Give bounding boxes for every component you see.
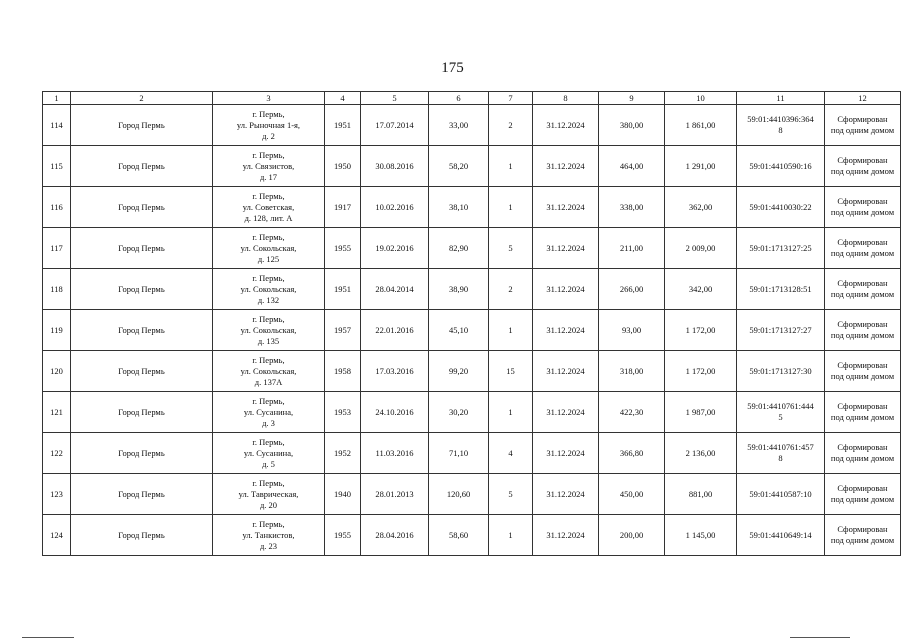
value-col9-cell: 266,00 (599, 269, 665, 310)
cadastral-number-cell (737, 433, 825, 474)
area-cell: 82,90 (429, 228, 489, 269)
value-col10-cell: 1 172,00 (665, 351, 737, 392)
municipality-cell: Город Пермь (71, 351, 213, 392)
address-cell-line: ул. Сусанина, (243, 406, 294, 417)
address-cell-line: г. Пермь, (252, 190, 285, 201)
status-cell-line: Сформирован (837, 237, 888, 247)
table-header (43, 92, 901, 105)
date-cell: 28.01.2013 (361, 474, 429, 515)
area-cell: 33,00 (429, 105, 489, 146)
area-cell: 99,20 (429, 351, 489, 392)
count-cell: 5 (489, 228, 533, 269)
address-cell-line: ул. Рыночная 1-я, (236, 119, 301, 130)
status-cell (825, 392, 901, 433)
column-header-6: 6 (429, 92, 489, 105)
cadastral-number-cell-line: 59:01:1713127:27 (749, 324, 812, 335)
address-cell-line: г. Пермь, (252, 436, 285, 447)
status-cell-line: Сформирован (837, 278, 888, 288)
row-number: 114 (43, 105, 71, 146)
year-built-cell: 1917 (325, 187, 361, 228)
address-cell-line: ул. Сокольская, (240, 365, 297, 376)
column-header-5: 5 (361, 92, 429, 105)
table-body (43, 105, 901, 556)
year-built-cell: 1951 (325, 105, 361, 146)
area-cell: 58,60 (429, 515, 489, 556)
year-built-cell: 1953 (325, 392, 361, 433)
deadline-cell: 31.12.2024 (533, 187, 599, 228)
deadline-cell: 31.12.2024 (533, 474, 599, 515)
status-cell (825, 515, 901, 556)
row-number: 116 (43, 187, 71, 228)
cadastral-number-cell-line: 59:01:4410587:10 (749, 488, 812, 499)
status-cell (825, 474, 901, 515)
deadline-cell: 31.12.2024 (533, 310, 599, 351)
address-cell-line: ул. Сокольская, (240, 242, 297, 253)
address-cell-line: г. Пермь, (252, 108, 285, 119)
address-cell-line: ул. Танкистов, (242, 529, 295, 540)
value-col9-cell: 450,00 (599, 474, 665, 515)
status-cell-line: под одним домом (830, 494, 895, 504)
table-row (43, 187, 901, 228)
status-cell (825, 187, 901, 228)
page-number: 175 (441, 60, 464, 76)
address-cell-line: д. 125 (257, 253, 280, 264)
deadline-cell: 31.12.2024 (533, 515, 599, 556)
address-cell (213, 433, 325, 474)
count-cell: 4 (489, 433, 533, 474)
address-cell-line: г. Пермь, (252, 231, 285, 242)
value-col10-cell: 1 291,00 (665, 146, 737, 187)
value-col10-cell: 881,00 (665, 474, 737, 515)
address-cell (213, 310, 325, 351)
date-cell: 10.02.2016 (361, 187, 429, 228)
value-col9-cell: 464,00 (599, 146, 665, 187)
date-cell: 28.04.2016 (361, 515, 429, 556)
address-cell (213, 269, 325, 310)
column-header-9: 9 (599, 92, 665, 105)
cadastral-number-cell-line: 8 (778, 453, 783, 463)
count-cell: 15 (489, 351, 533, 392)
area-cell: 71,10 (429, 433, 489, 474)
value-col9-cell: 338,00 (599, 187, 665, 228)
value-col10-cell: 1 861,00 (665, 105, 737, 146)
cadastral-number-cell-line: 59:01:4410590:16 (749, 160, 812, 171)
address-cell-line: д. 23 (259, 540, 278, 551)
status-cell (825, 146, 901, 187)
row-number: 120 (43, 351, 71, 392)
row-number: 121 (43, 392, 71, 433)
value-col9-cell: 200,00 (599, 515, 665, 556)
count-cell: 2 (489, 105, 533, 146)
table-row (43, 269, 901, 310)
table-row (43, 392, 901, 433)
scan-edge-mark-left (22, 637, 74, 638)
year-built-cell: 1951 (325, 269, 361, 310)
value-col10-cell: 362,00 (665, 187, 737, 228)
column-header-10: 10 (665, 92, 737, 105)
count-cell: 5 (489, 474, 533, 515)
cadastral-number-cell-line: 59:01:4410761:457 (747, 442, 814, 452)
count-cell: 1 (489, 310, 533, 351)
deadline-cell: 31.12.2024 (533, 392, 599, 433)
count-cell: 2 (489, 269, 533, 310)
count-cell: 1 (489, 515, 533, 556)
row-number: 124 (43, 515, 71, 556)
value-col9-cell: 318,00 (599, 351, 665, 392)
address-cell-line: ул. Советская, (242, 201, 295, 212)
address-cell (213, 392, 325, 433)
address-cell-line: ул. Сусанина, (243, 447, 294, 458)
cadastral-number-cell-line: 59:01:1713127:25 (749, 242, 812, 253)
status-cell-line: под одним домом (830, 125, 895, 135)
column-header-7: 7 (489, 92, 533, 105)
cadastral-number-cell-line: 59:01:1713127:30 (749, 365, 812, 376)
cadastral-number-cell-line: 59:01:4410761:444 (747, 401, 814, 411)
row-number: 123 (43, 474, 71, 515)
cadastral-number-cell-line: 59:01:4410396:364 (747, 114, 814, 124)
housing-register-table (42, 91, 901, 556)
address-cell (213, 474, 325, 515)
status-cell (825, 105, 901, 146)
column-header-1: 1 (43, 92, 71, 105)
status-cell (825, 351, 901, 392)
header-row (43, 92, 901, 105)
date-cell: 22.01.2016 (361, 310, 429, 351)
table-row (43, 433, 901, 474)
year-built-cell: 1957 (325, 310, 361, 351)
value-col9-cell: 93,00 (599, 310, 665, 351)
municipality-cell: Город Пермь (71, 310, 213, 351)
cadastral-number-cell (737, 105, 825, 146)
status-cell-line: под одним домом (830, 166, 895, 176)
address-cell (213, 187, 325, 228)
value-col10-cell: 342,00 (665, 269, 737, 310)
deadline-cell: 31.12.2024 (533, 146, 599, 187)
status-cell-line: Сформирован (837, 114, 888, 124)
date-cell: 17.07.2014 (361, 105, 429, 146)
deadline-cell: 31.12.2024 (533, 228, 599, 269)
year-built-cell: 1958 (325, 351, 361, 392)
date-cell: 11.03.2016 (361, 433, 429, 474)
address-cell-line: г. Пермь, (252, 354, 285, 365)
status-cell-line: Сформирован (837, 401, 888, 411)
municipality-cell: Город Пермь (71, 474, 213, 515)
value-col9-cell: 422,30 (599, 392, 665, 433)
value-col10-cell: 1 987,00 (665, 392, 737, 433)
municipality-cell: Город Пермь (71, 187, 213, 228)
municipality-cell: Город Пермь (71, 392, 213, 433)
address-cell-line: д. 3 (262, 417, 275, 428)
status-cell (825, 228, 901, 269)
status-cell-line: Сформирован (837, 524, 888, 534)
cadastral-number-cell-line: 59:01:4410030:22 (749, 201, 812, 212)
status-cell-line: Сформирован (837, 155, 888, 165)
status-cell-line: Сформирован (837, 196, 888, 206)
cadastral-number-cell-line: 5 (778, 412, 783, 422)
count-cell: 1 (489, 146, 533, 187)
status-cell-line: под одним домом (830, 207, 895, 217)
deadline-cell: 31.12.2024 (533, 269, 599, 310)
municipality-cell: Город Пермь (71, 228, 213, 269)
address-cell-line: г. Пермь, (252, 313, 285, 324)
status-cell-line: под одним домом (830, 453, 895, 463)
address-cell-line: г. Пермь, (252, 272, 285, 283)
status-cell-line: Сформирован (837, 442, 888, 452)
status-cell (825, 310, 901, 351)
municipality-cell: Город Пермь (71, 269, 213, 310)
address-cell-line: д. 128, лит. А (244, 212, 293, 223)
cadastral-number-cell (737, 392, 825, 433)
year-built-cell: 1952 (325, 433, 361, 474)
address-cell (213, 105, 325, 146)
cadastral-number-cell-line: 8 (778, 125, 783, 135)
row-number: 122 (43, 433, 71, 474)
column-header-11: 11 (737, 92, 825, 105)
municipality-cell: Город Пермь (71, 105, 213, 146)
date-cell: 17.03.2016 (361, 351, 429, 392)
count-cell: 1 (489, 392, 533, 433)
municipality-cell: Город Пермь (71, 146, 213, 187)
column-header-2: 2 (71, 92, 213, 105)
address-cell-line: д. 20 (259, 499, 278, 510)
table-row (43, 515, 901, 556)
municipality-cell: Город Пермь (71, 433, 213, 474)
cadastral-number-cell-line: 59:01:1713128:51 (749, 283, 812, 294)
status-cell-line: под одним домом (830, 289, 895, 299)
address-cell-line: г. Пермь, (252, 149, 285, 160)
address-cell-line: д. 2 (262, 130, 275, 141)
address-cell-line: д. 137А (254, 376, 283, 387)
value-col9-cell: 211,00 (599, 228, 665, 269)
status-cell-line: под одним домом (830, 371, 895, 381)
address-cell-line: ул. Связистов, (242, 160, 295, 171)
column-header-8: 8 (533, 92, 599, 105)
status-cell-line: под одним домом (830, 330, 895, 340)
row-number: 115 (43, 146, 71, 187)
column-header-4: 4 (325, 92, 361, 105)
value-col10-cell: 1 172,00 (665, 310, 737, 351)
status-cell-line: Сформирован (837, 319, 888, 329)
cadastral-number-cell (737, 515, 825, 556)
date-cell: 19.02.2016 (361, 228, 429, 269)
status-cell-line: под одним домом (830, 412, 895, 422)
table-row (43, 146, 901, 187)
year-built-cell: 1955 (325, 515, 361, 556)
table-row (43, 351, 901, 392)
address-cell-line: ул. Сокольская, (240, 324, 297, 335)
cadastral-number-cell-line: 59:01:4410649:14 (749, 529, 812, 540)
status-cell-line: под одним домом (830, 248, 895, 258)
year-built-cell: 1950 (325, 146, 361, 187)
deadline-cell: 31.12.2024 (533, 433, 599, 474)
address-cell-line: д. 17 (259, 171, 278, 182)
cadastral-number-cell (737, 228, 825, 269)
address-cell (213, 146, 325, 187)
address-cell (213, 228, 325, 269)
row-number: 119 (43, 310, 71, 351)
area-cell: 45,10 (429, 310, 489, 351)
cadastral-number-cell (737, 310, 825, 351)
date-cell: 30.08.2016 (361, 146, 429, 187)
row-number: 118 (43, 269, 71, 310)
address-cell-line: д. 135 (257, 335, 280, 346)
value-col9-cell: 380,00 (599, 105, 665, 146)
value-col10-cell: 2 136,00 (665, 433, 737, 474)
table-row (43, 228, 901, 269)
address-cell-line: д. 5 (262, 458, 275, 469)
address-cell-line: ул. Таврическая, (238, 488, 299, 499)
cadastral-number-cell (737, 146, 825, 187)
row-number: 117 (43, 228, 71, 269)
area-cell: 120,60 (429, 474, 489, 515)
cadastral-number-cell (737, 474, 825, 515)
area-cell: 38,90 (429, 269, 489, 310)
deadline-cell: 31.12.2024 (533, 351, 599, 392)
cadastral-number-cell (737, 351, 825, 392)
address-cell-line: ул. Сокольская, (240, 283, 297, 294)
table-row (43, 105, 901, 146)
year-built-cell: 1940 (325, 474, 361, 515)
status-cell-line: Сформирован (837, 360, 888, 370)
address-cell-line: г. Пермь, (252, 518, 285, 529)
status-cell (825, 433, 901, 474)
column-header-3: 3 (213, 92, 325, 105)
scan-edge-mark-right (790, 637, 850, 638)
count-cell: 1 (489, 187, 533, 228)
area-cell: 38,10 (429, 187, 489, 228)
area-cell: 30,20 (429, 392, 489, 433)
address-cell-line: д. 132 (257, 294, 280, 305)
status-cell-line: под одним домом (830, 535, 895, 545)
address-cell (213, 351, 325, 392)
date-cell: 28.04.2014 (361, 269, 429, 310)
date-cell: 24.10.2016 (361, 392, 429, 433)
value-col10-cell: 2 009,00 (665, 228, 737, 269)
cadastral-number-cell (737, 269, 825, 310)
table-row (43, 310, 901, 351)
deadline-cell: 31.12.2024 (533, 105, 599, 146)
column-header-12: 12 (825, 92, 901, 105)
value-col9-cell: 366,80 (599, 433, 665, 474)
address-cell (213, 515, 325, 556)
year-built-cell: 1955 (325, 228, 361, 269)
area-cell: 58,20 (429, 146, 489, 187)
status-cell (825, 269, 901, 310)
value-col10-cell: 1 145,00 (665, 515, 737, 556)
address-cell-line: г. Пермь, (252, 477, 285, 488)
table-row (43, 474, 901, 515)
address-cell-line: г. Пермь, (252, 395, 285, 406)
municipality-cell: Город Пермь (71, 515, 213, 556)
status-cell-line: Сформирован (837, 483, 888, 493)
cadastral-number-cell (737, 187, 825, 228)
